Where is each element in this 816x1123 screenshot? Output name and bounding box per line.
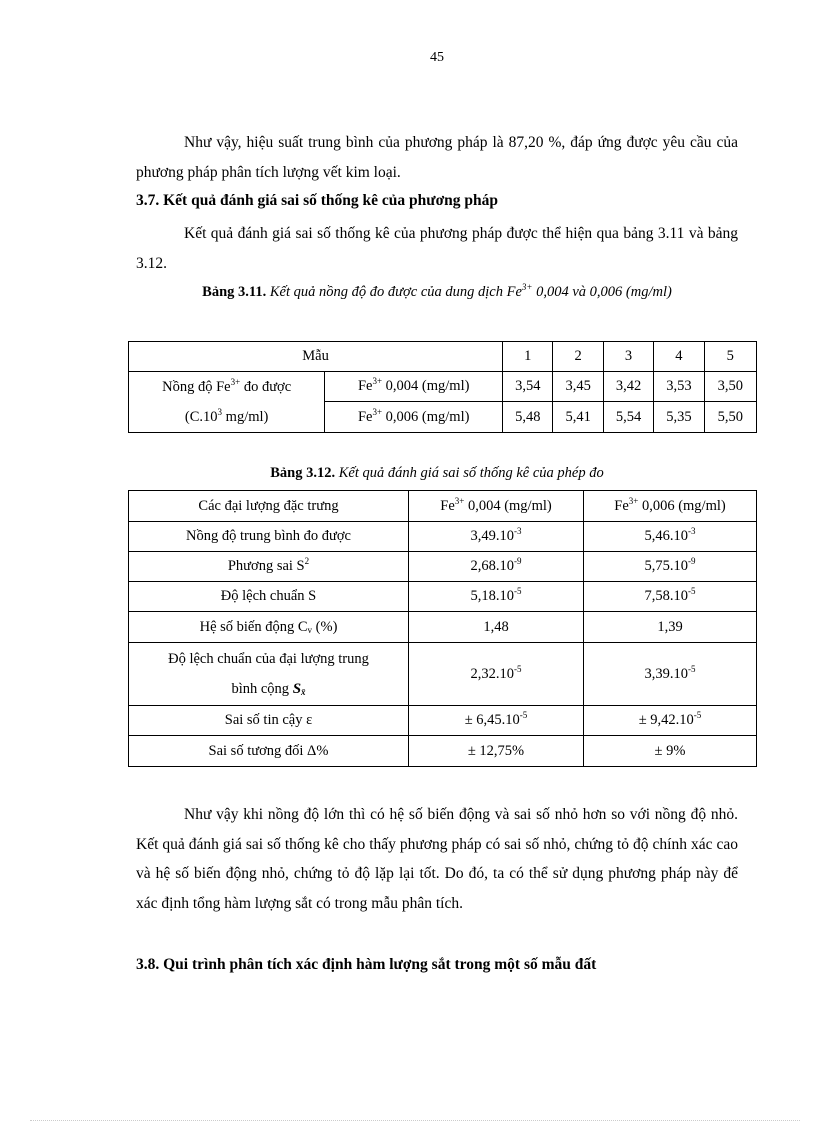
row-label: Độ lệch chuẩn của đại lượng trung bình cộng $S_{x̄}$ [129,643,409,706]
table-cell: ± $6,45.10^{-5}$ [409,706,584,736]
table-cell: $5,75.10^{-9}$ [584,552,757,582]
row-label: Hệ số biến động $C_v$ (%) [129,612,409,643]
sample-number: 1 [503,342,553,372]
column-header: $Fe^{3+}$ 0,004 (mg/ml) [409,491,584,522]
table-cell: ± $9,42.10^{-5}$ [584,706,757,736]
paragraph-1: Như vậy, hiệu suất trung bình của phương pháp là 87,20 %, đáp ứng được yêu cầu của phương pháp phân tích lượng vết kim loại. [136,134,738,181]
column-header: $Fe^{3+}$ 0,006 (mg/ml) [584,491,757,522]
table-row [129,522,757,552]
caption-text: Kết quả đánh giá sai số thống kê của phép đo [338,465,604,481]
table-cell: 1,48 [409,612,584,643]
mean-std-symbol: $S_{x̄}$ [292,681,306,697]
table-cell: 5,35 [654,402,704,433]
sample-number: 5 [704,342,756,372]
table-cell: $3,49.10^{-3}$ [409,522,584,552]
table-cell: 5,48 [503,402,553,433]
table-row [129,342,757,372]
row-label: Sai số tương đối Δ% [129,736,409,767]
sample-header: Mẫu [129,342,503,372]
table-cell: $3,39.10^{-5}$ [584,643,757,706]
row-label: Phương sai $S^2$ [129,552,409,582]
table-3-12-caption [0,465,816,482]
table-3-12 [128,490,757,767]
table-3-11 [128,341,757,433]
table-row [129,372,757,402]
row-label: Nồng độ $Fe^{3+}$ đo được ($C.10^3$ mg/ml) [129,372,325,433]
table-row [129,491,757,522]
table-row [129,582,757,612]
table-cell: 3,42 [603,372,653,402]
table-row [129,643,757,706]
sample-number: 4 [654,342,704,372]
paragraph-3: Như vậy khi nồng độ lớn thì có hệ số biến động và sai số nhỏ hơn so với nồng độ nhỏ. Kết quả đánh giá sai số thống kê cho thấy phương pháp có sai số nhỏ, chứng tỏ độ chính xác cao và hệ số biến động nhỏ, chứng tỏ độ lặp lại tốt. Do đó, ta có thể sử dụng phương pháp này để xác định tổng hàm lượng sắt có trong mẫu phân tích. [136,806,738,912]
table-cell: 5,50 [704,402,756,433]
header-label: Các đại lượng đặc trưng [129,491,409,522]
page-number: 45 [430,50,444,65]
page-bottom-border [30,1120,800,1121]
table-cell: 3,54 [503,372,553,402]
table-cell: ± 12,75% [409,736,584,767]
caption-label: Bảng 3.12. [270,465,336,481]
table-cell: $5,46.10^{-3}$ [584,522,757,552]
table-cell: 5,54 [603,402,653,433]
table-row [129,736,757,767]
table-row [129,706,757,736]
table-cell: $5,18.10^{-5}$ [409,582,584,612]
table-row [129,612,757,643]
heading-3-8: 3.8. Qui trình phân tích xác định hàm lượng sắt trong một số mẫu đất [136,956,597,973]
table-3-11-caption [0,284,816,301]
caption-label: Bảng 3.11. [202,284,267,300]
table-cell: 1,39 [584,612,757,643]
table-cell: $7,58.10^{-5}$ [584,582,757,612]
heading-3-7: 3.7. Kết quả đánh giá sai số thống kê của phương pháp [136,192,499,209]
sample-number: 3 [603,342,653,372]
table-cell: $2,68.10^{-9}$ [409,552,584,582]
row-label: Độ lệch chuẩn S [129,582,409,612]
concentration-label: $Fe^{3+}$ 0,004 (mg/ml) [325,372,503,402]
table-row [129,552,757,582]
concentration-label: $Fe^{3+}$ 0,006 (mg/ml) [325,402,503,433]
table-cell: 5,41 [553,402,603,433]
row-label: Sai số tin cậy ε [129,706,409,736]
sample-number: 2 [553,342,603,372]
paragraph-2: Kết quả đánh giá sai số thống kê của phương pháp được thể hiện qua bảng 3.11 và bảng 3.12. [136,225,738,272]
table-cell: 3,50 [704,372,756,402]
table-cell: 3,45 [553,372,603,402]
row-label: Nồng độ trung bình đo được [129,522,409,552]
caption-text: Kết quả nồng độ đo được của dung dịch $Fe^{3+}$ 0,004 và 0,006 (mg/ml) [269,282,672,300]
table-cell: ± 9% [584,736,757,767]
table-cell: $2,32.10^{-5}$ [409,643,584,706]
table-cell: 3,53 [654,372,704,402]
